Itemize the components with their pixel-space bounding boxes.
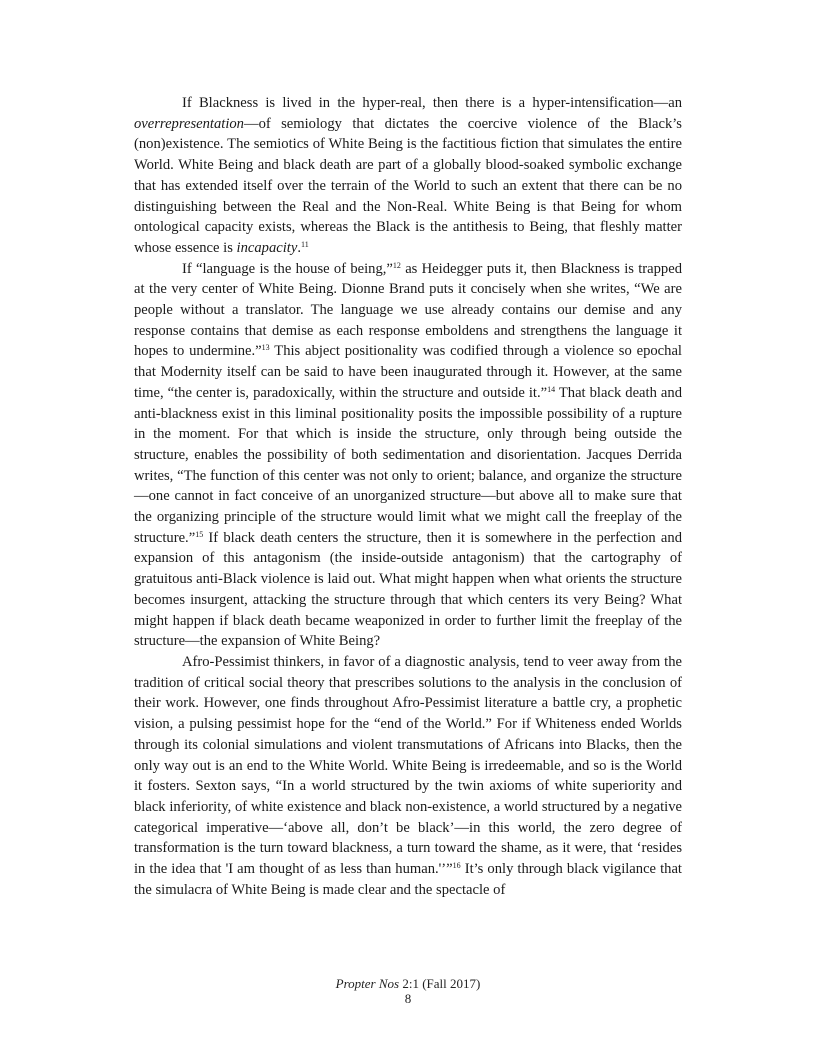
paragraph-3 bbox=[134, 652, 682, 900]
footnote-marker[interactable]: 11 bbox=[301, 239, 309, 249]
emphasis: overrepresentation bbox=[134, 115, 244, 132]
text-run: . bbox=[297, 239, 301, 256]
footnote-marker[interactable]: 16 bbox=[452, 861, 461, 871]
emphasis: incapacity bbox=[236, 239, 298, 256]
footnote-marker[interactable]: 14 bbox=[547, 384, 556, 394]
text-run: If “language is the house of being,” bbox=[182, 260, 393, 277]
text-run: If Blackness is lived in the hyper-real, then there is a hyper-intensification—an bbox=[182, 95, 682, 111]
footnote-marker[interactable]: 13 bbox=[261, 343, 270, 353]
page-footer bbox=[0, 976, 816, 1006]
footnote-marker[interactable]: 12 bbox=[392, 260, 401, 270]
footnote-marker[interactable]: 15 bbox=[195, 529, 204, 539]
text-run: —of semiology that dictates the coercive violence of the Black’s (non)existence. The semiotics of White Being is the factitious fiction that simulates the entire World. White Being and black death are part of a globally blood-soaked symbolic exchange that has extended itself over the terrain of the World to such an extent that there can be no distinguishing between the Real and the Non-Real. White Being is that Being for whom ontological capacity exists, whereas the Black is the antithesis to Being, that fleshly matter whose essence is bbox=[134, 115, 682, 256]
journal-citation bbox=[0, 976, 816, 991]
paragraph-2 bbox=[134, 259, 682, 652]
text-run: If black death centers the structure, then it is somewhere in the perfection and expansion of this antagonism (the inside-outside antagonism) that the cartography of gratuitous anti-Black violence is laid out. What might happen when what orients the structure becomes insurgent, attacking the structure through that which centers its very Being? What might happen if black death became weaponized in order to further limit the freeplay of the structure—the expansion of White Being? bbox=[134, 529, 682, 650]
text-run: That black death and anti-blackness exist in this liminal positionality posits the impossible possibility of a rupture in the moment. For that which is inside the structure, only through being outside the structure, enables the possibility of both sedimentation and disorientation. Jacques Derrida writes, “The function of this center was not only to orient; balance, and organize the structure—one cannot in fact conceive of an unorganized structure—but above all to make sure that the organizing principle of the structure would limit what we might call the freeplay of the structure.” bbox=[134, 384, 682, 546]
text-run: This abject positionality was codified through a violence so epochal that Modernity itself can be said to have been inaugurated through it. However, at the same time, “the center is, paradoxically, within the structure and outside it.” bbox=[134, 343, 682, 401]
text-run: as Heidegger puts it, then Blackness is trapped at the very center of White Being. Dionne Brand puts it concisely when she writes, “We are people without a translator. The language we use already contains our demise and any response contains that demise as each response emboldens and strengthens the language it hopes to undermine.” bbox=[134, 260, 683, 360]
text-run: It’s only through black vigilance that the simulacra of White Being is made clear and the spectacle of bbox=[134, 861, 682, 898]
journal-issue: 2:1 (Fall 2017) bbox=[402, 976, 481, 991]
text-run: Afro-Pessimist thinkers, in favor of a diagnostic analysis, tend to veer away from the tradition of critical social theory that prescribes solutions to the analysis in the conclusion of their work. However, one finds throughout Afro-Pessimist literature a battle cry, a prophetic vision, a pulsing pessimist hope for the “end of the World.” For if Whiteness ended Worlds through its colonial simulations and violent transmutations of Africans into Blacks, then the only way out is an end to the White World. White Being is irredeemable, and so is the World it fosters. Sexton says, “In a world structured by the twin axioms of white superiority and black inferiority, of white existence and black non-existence, a world structured by a negative categorical imperative—‘above all, don’t be black’—in this world, the zero degree of transformation is the turn toward blackness, a turn toward the shame, as it were, that ‘resides in the idea that 'I am thought of as less than human.'’” bbox=[134, 653, 682, 878]
paragraph-1 bbox=[134, 93, 682, 259]
body-text bbox=[134, 93, 682, 900]
journal-title: Propter Nos bbox=[335, 976, 400, 991]
page-number: 8 bbox=[404, 991, 412, 1006]
